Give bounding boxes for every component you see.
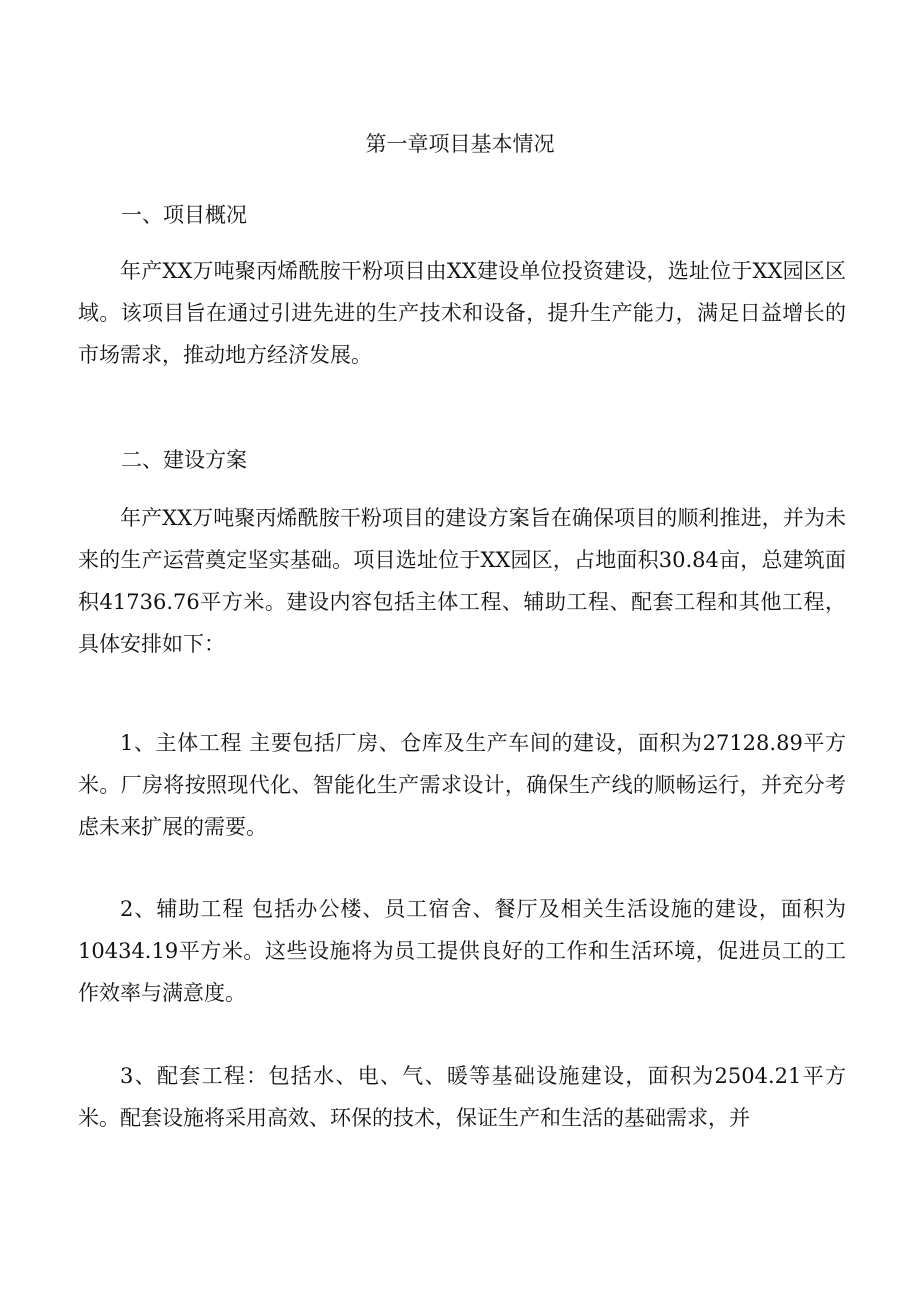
section-heading-overview: 一、项目概况 [121,203,247,227]
main-works-paragraph: 1、主体工程 主要包括厂房、仓库及生产车间的建设，面积为27128.89平方米。厂房将按照现代化、智能化生产需求设计，确保生产线的顺畅运行，并充分考虑未来扩展的需要。 [78,731,846,839]
chapter-title: 第一章项目基本情况 [365,132,555,156]
auxiliary-works-paragraph: 2、辅助工程 包括办公楼、员工宿舍、餐厅及相关生活设施的建设，面积为10434.19平方米。这些设施将为员工提供良好的工作和生活环境，促进员工的工作效率与满意度。 [78,897,846,1005]
section-heading-construction-plan: 二、建设方案 [121,448,247,472]
supporting-works-paragraph: 3、配套工程：包括水、电、气、暖等基础设施建设，面积为2504.21平方米。配套设施将采用高效、环保的技术，保证生产和生活的基础需求，并 [78,1064,846,1130]
overview-paragraph: 年产XX万吨聚丙烯酰胺干粉项目由XX建设单位投资建设，选址位于XX园区区域。该项目旨在通过引进先进的生产技术和设备，提升生产能力，满足日益增长的市场需求，推动地方经济发展。 [78,259,846,367]
construction-plan-paragraph: 年产XX万吨聚丙烯酰胺干粉项目的建设方案旨在确保项目的顺利推进，并为未来的生产运营奠定坚实基础。项目选址位于XX园区，占地面积30.84亩，总建筑面积41736.76平方米。建设内容包括主体工程、辅助工程、配套工程和其他工程，具体安排如下： [78,506,846,656]
